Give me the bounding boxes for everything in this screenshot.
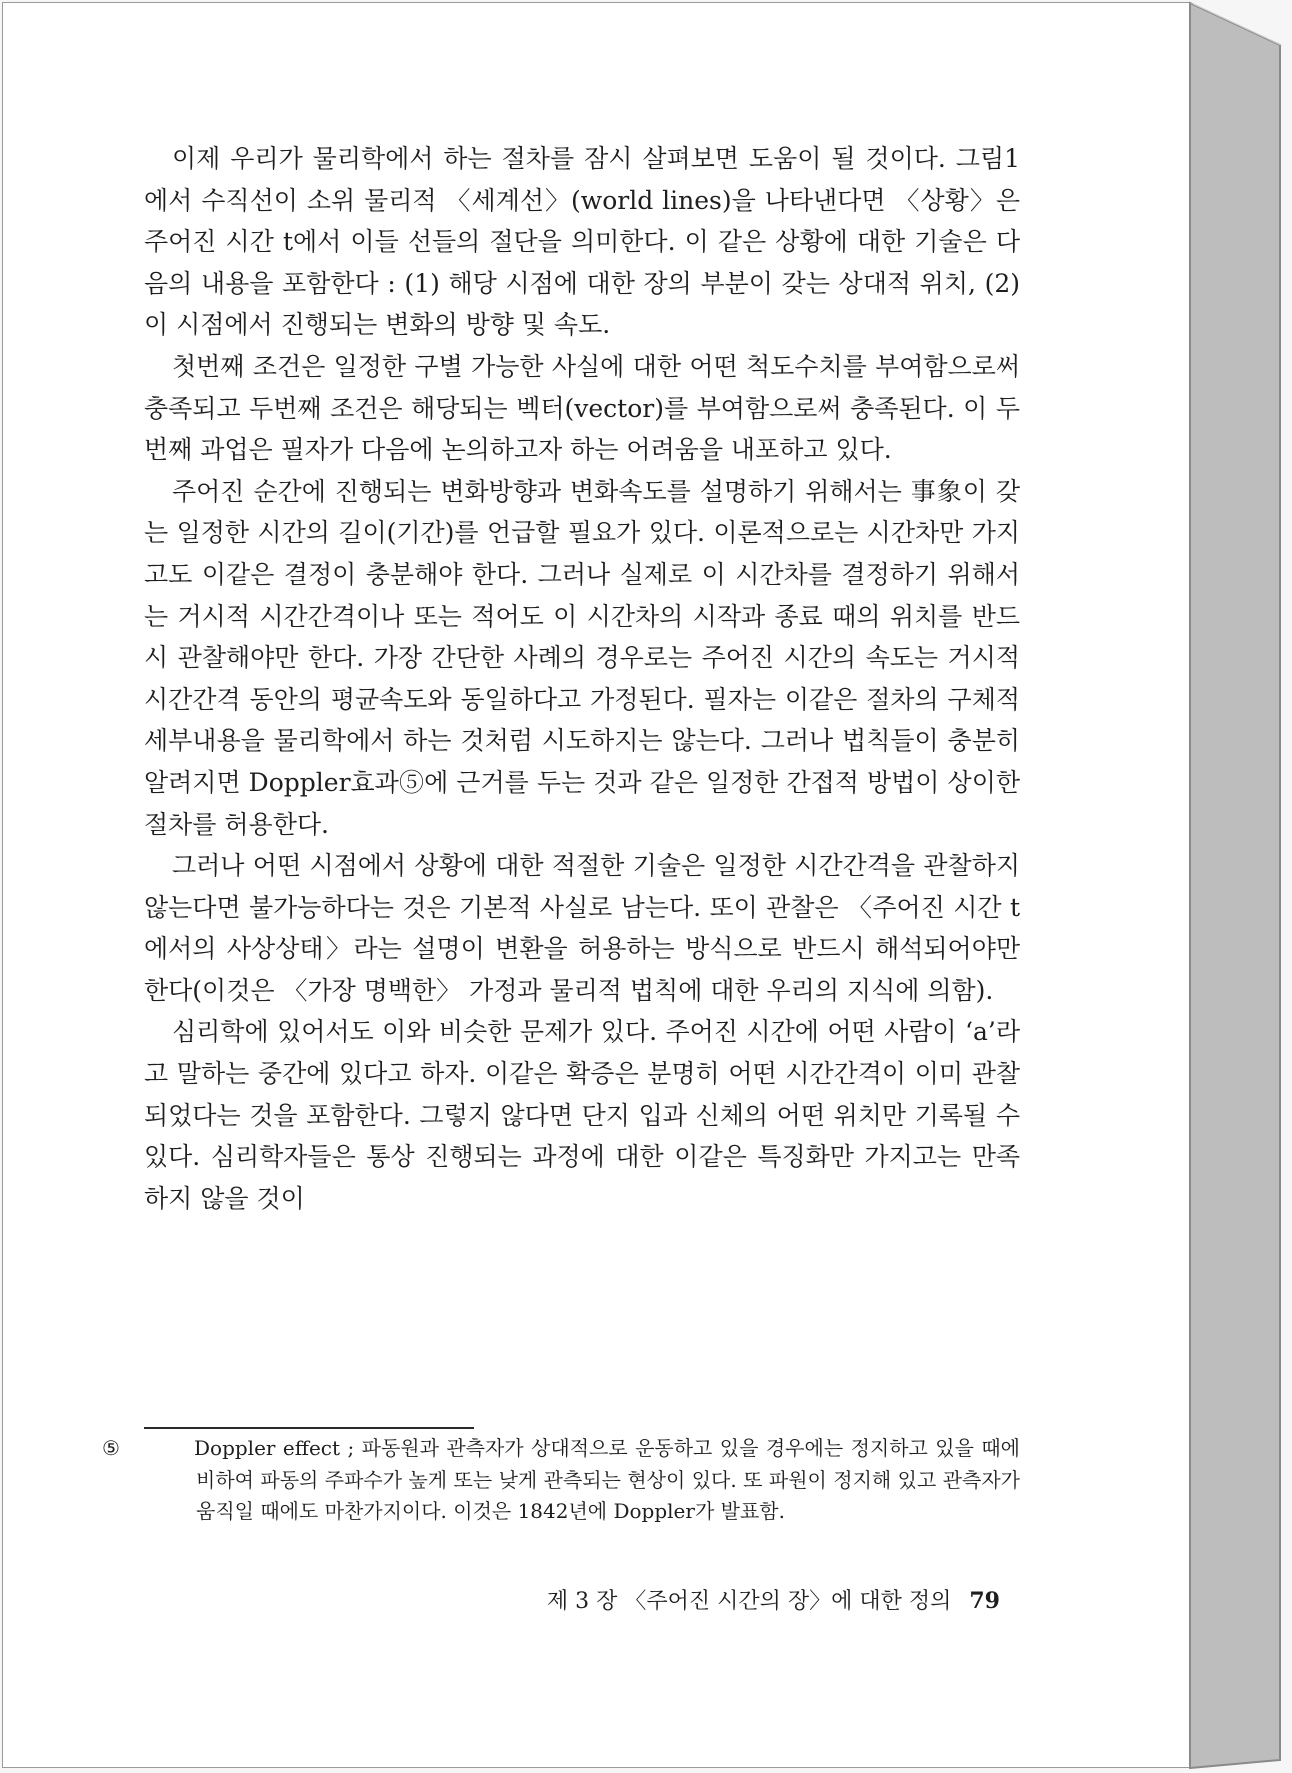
paragraph: 이제 우리가 물리학에서 하는 절차를 잠시 살펴보면 도움이 될 것이다. 그림1에서 수직선이 소위 물리적 〈세계선〉(world lines)을 나타낸다면 〈상황〉은 주어진 시간 t에서 이들 선들의 절단을 의미한다. 이 같은 상황에 대한 기술은 다음의 내용을 포함한다 : (1) 해당 시점에 대한 장의 부분이 갖는 상대적 위치, (2) 이 시점에서 진행되는 변화의 방향 및 속도. (144, 144, 1020, 340)
running-footer (470, 1586, 1000, 1617)
footnote-divider (144, 1427, 474, 1429)
chapter-title: 제 3 장 〈주어진 시간의 장〉에 대한 정의 (546, 1589, 952, 1614)
footnote-text: Doppler effect ; 파동원과 관측자가 상대적으로 운동하고 있을 경우에는 정지하고 있을 때에 비하여 파동의 주파수가 높게 또는 낮게 관측되는 현상이 있다. 또 파원이 정지해 있고 관측자가 움직일 때에도 마찬가지이다. 이것은 1842년에 Doppler가 발표함. (194, 1436, 1020, 1523)
body-text (144, 138, 1020, 1219)
paragraph: 심리학에 있어서도 이와 비슷한 문제가 있다. 주어진 시간에 어떤 사람이 ‘a’라고 말하는 중간에 있다고 하자. 이같은 확증은 분명히 어떤 시간간격이 이미 관찰되었다는 것을 포함한다. 그렇지 않다면 단지 입과 신체의 어떤 위치만 기록될 수 있다. 심리학자들은 통상 진행되는 과정에 대한 이같은 특징화만 가지고는 만족하지 않을 것이 (144, 1017, 1020, 1213)
footnote-marker: ⑤ (102, 1436, 120, 1460)
page-number: 79 (969, 1588, 1000, 1614)
paragraph: 그러나 어떤 시점에서 상황에 대한 적절한 기술은 일정한 시간간격을 관찰하지 않는다면 불가능하다는 것은 기본적 사실로 남는다. 또이 관찰은 〈주어진 시간 t에서의 사상상태〉라는 설명이 변환을 허용하는 방식으로 반드시 해석되어야만 한다(이것은 〈가장 명백한〉 가정과 물리적 법칙에 대한 우리의 지식에 의함). (144, 851, 1020, 1005)
paragraph: 주어진 순간에 진행되는 변화방향과 변화속도를 설명하기 위해서는 事象이 갖는 일정한 시간의 길이(기간)를 언급할 필요가 있다. 이론적으로는 시간차만 가지고도 이같은 결정이 충분해야 한다. 그러나 실제로 이 시간차를 결정하기 위해서는 거시적 시간간격이나 또는 적어도 이 시간차의 시작과 종료 때의 위치를 반드시 관찰해야만 한다. 가장 간단한 사례의 경우로는 주어진 시간의 속도는 거시적 시간간격 동안의 평균속도와 동일하다고 가정된다. 필자는 이같은 절차의 구체적 세부내용을 물리학에서 하는 것처럼 시도하지는 않는다. 그러나 법칙들이 충분히 알려지면 Doppler효과⑤에 근거를 두는 것과 같은 일정한 간접적 방법이 상이한 절차를 허용한다. (144, 476, 1020, 839)
footnote (102, 1433, 1020, 1528)
paragraph: 첫번째 조건은 일정한 구별 가능한 사실에 대한 어떤 척도수치를 부여함으로써 충족되고 두번째 조건은 해당되는 벡터(vector)를 부여함으로써 충족된다. 이 두번째 과업은 필자가 다음에 논의하고자 하는 어려움을 내포하고 있다. (144, 351, 1020, 465)
